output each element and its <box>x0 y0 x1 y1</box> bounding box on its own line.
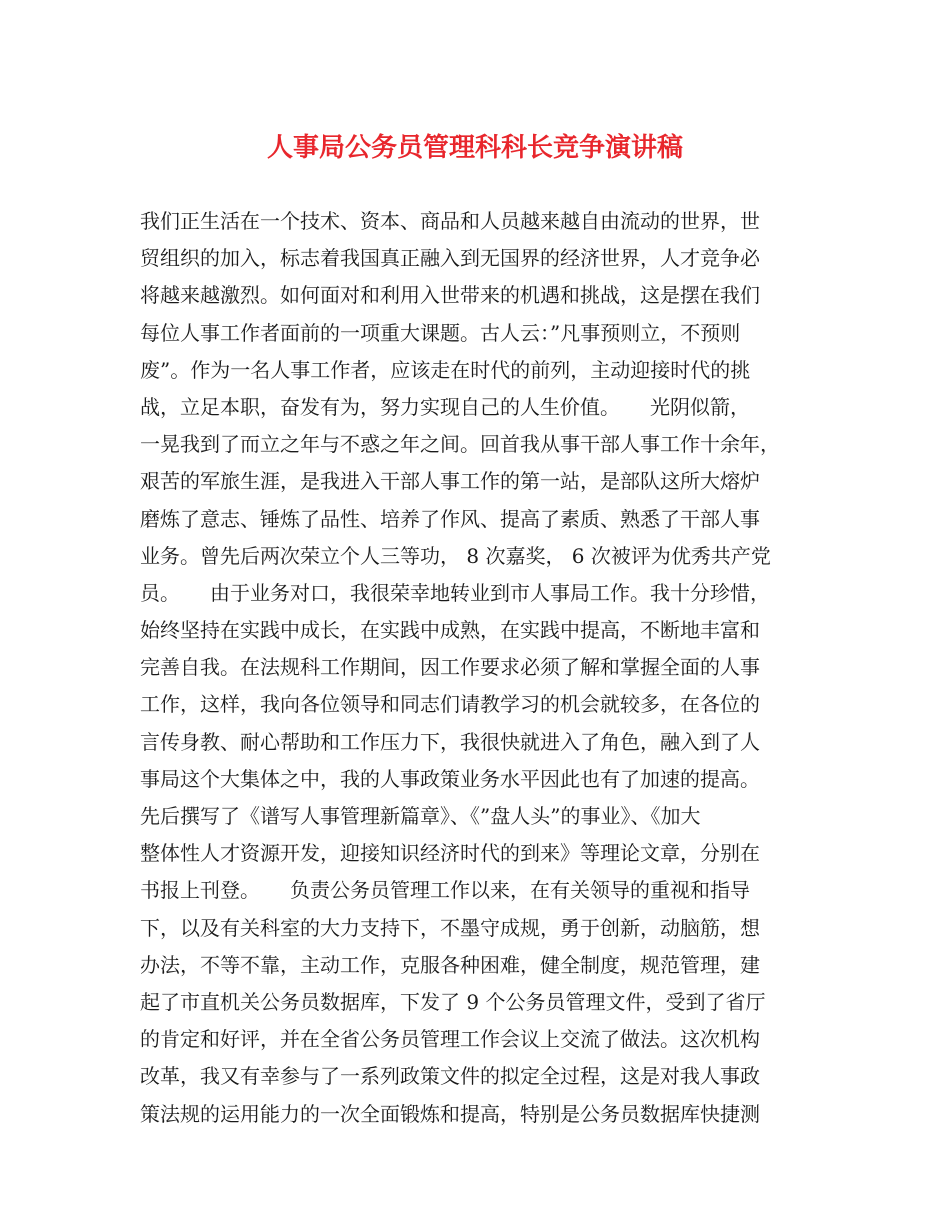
body-line: 的肯定和好评，并在全省公务员管理工作会议上交流了做法。这次机构 <box>140 1027 760 1052</box>
body-line: 战，立足本职，奋发有为，努力实现自己的人生价值。 光阴似箭， <box>140 394 750 419</box>
body-line: 策法规的运用能力的一次全面锻炼和提高，特别是公务员数据库快捷测 <box>140 1101 760 1126</box>
body-line: 整体性人才资源开发，迎接知识经济时代的到来》等理论文章，分别在 <box>140 841 760 866</box>
body-line: 书报上刊登。 负责公务员管理工作以来，在有关领导的重视和指导 <box>140 878 750 903</box>
body-line: 磨炼了意志、锤炼了品性、培养了作风、提高了素质、熟悉了干部人事 <box>140 506 760 531</box>
body-line: 下，以及有关科室的大力支持下，不墨守成规，勇于创新，动脑筋，想 <box>140 915 760 940</box>
body-line: 贸组织的加入，标志着我国真正融入到无国界的经济世界，人才竞争必 <box>140 246 760 271</box>
body-line: 废”。作为一名人事工作者，应该走在时代的前列，主动迎接时代的挑 <box>140 357 751 382</box>
body-line: 工作，这样，我向各位领导和同志们请教学习的机会就较多，在各位的 <box>140 692 760 717</box>
body-line: 改革，我又有幸参与了一系列政策文件的拟定全过程，这是对我人事政 <box>140 1064 760 1089</box>
body-line: 起了市直机关公务员数据库，下发了 9 个公务员管理文件，受到了省厅 <box>140 989 766 1014</box>
body-line: 将越来越激烈。如何面对和利用入世带来的机遇和挑战，这是摆在我们 <box>140 283 760 308</box>
body-line: 始终坚持在实践中成长，在实践中成熟，在实践中提高，不断地丰富和 <box>140 618 760 643</box>
body-line: 完善自我。在法规科工作期间，因工作要求必须了解和掌握全面的人事 <box>140 655 760 680</box>
body-line: 员。 由于业务对口，我很荣幸地转业到市人事局工作。我十分珍惜， <box>140 580 770 605</box>
body-line: 一晃我到了而立之年与不惑之年之间。回首我从事干部人事工作十余年， <box>140 432 780 457</box>
body-line: 每位人事工作者面前的一项重大课题。古人云：”凡事预则立，不预则 <box>140 320 741 345</box>
body-line: 事局这个大集体之中，我的人事政策业务水平因此也有了加速的提高。 <box>140 766 760 791</box>
body-line: 艰苦的军旅生涯，是我进入干部人事工作的第一站，是部队这所大熔炉 <box>140 469 760 494</box>
body-line: 先后撰写了《谱写人事管理新篇章》、《”盘人头”的事业》、《加大 <box>140 804 701 828</box>
document-body <box>140 203 830 1133</box>
body-line: 我们正生活在一个技术、资本、商品和人员越来越自由流动的世界，世 <box>140 209 760 233</box>
document-title: 人事局公务员管理科科长竞争演讲稿 <box>266 133 683 163</box>
body-line: 业务。曾先后两次荣立个人三等功， 8 次嘉奖， 6 次被评为优秀共产党 <box>140 543 771 568</box>
body-line: 办法，不等不靠，主动工作，克服各种困难，健全制度，规范管理，建 <box>140 952 760 977</box>
body-line: 言传身教、耐心帮助和工作压力下，我很快就进入了角色，融入到了人 <box>140 729 760 754</box>
